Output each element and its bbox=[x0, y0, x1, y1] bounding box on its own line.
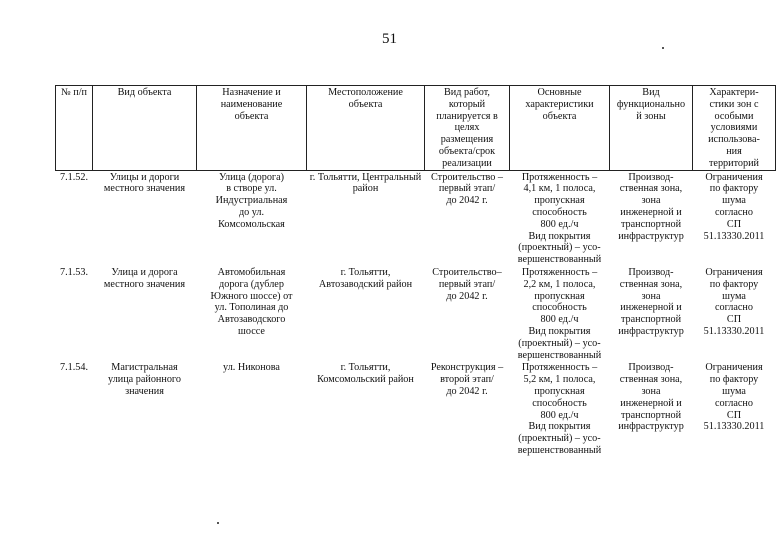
row-work-type: Реконструкция – второй этап/ до 2042 г. bbox=[430, 362, 504, 397]
row-object-type: Магистральная улица районного значения bbox=[108, 362, 181, 397]
row-location: г. Тольятти, Автозаводский район bbox=[318, 266, 413, 290]
header-characteristics: Основные характеристики объекта bbox=[510, 86, 610, 171]
table-row bbox=[56, 170, 776, 266]
row-zone-restrictions: Ограничения по фактору шума согласно СП 51.13330.2011 bbox=[703, 171, 765, 242]
row-object-type: Улицы и дороги местного значения bbox=[103, 171, 186, 195]
scan-speck bbox=[217, 522, 219, 524]
table-row bbox=[56, 361, 776, 456]
row-functional-zone: Производ- ственная зона, зона инженерной и транспортной инфраструктур bbox=[618, 171, 684, 242]
row-location: г. Тольятти, Комсомольский район bbox=[317, 362, 414, 386]
table-row bbox=[56, 266, 776, 361]
row-functional-zone: Производ- ственная зона, зона инженерной и транспортной инфраструктур bbox=[618, 266, 684, 337]
page-number: 51 bbox=[382, 31, 397, 47]
row-location: г. Тольятти, Центральный район bbox=[309, 171, 422, 195]
row-work-type: Строительство– первый этап/ до 2042 г. bbox=[432, 266, 502, 302]
row-work-type: Строительство – первый этап/ до 2042 г. bbox=[430, 171, 504, 207]
row-number: 7.1.53. bbox=[59, 266, 88, 278]
header-zone-restrictions: Характери- стики зон с особыми условиями использова- ния территорий bbox=[693, 86, 776, 171]
header-location: Местоположение объекта bbox=[307, 86, 425, 171]
row-object-type: Улица и дорога местного значения bbox=[103, 266, 186, 290]
row-number: 7.1.52. bbox=[59, 171, 88, 183]
row-number: 7.1.54. bbox=[59, 362, 88, 374]
objects-table bbox=[55, 85, 776, 457]
row-functional-zone: Производ- ственная зона, зона инженерной и транспортной инфраструктур bbox=[618, 362, 684, 433]
row-object-name: Автомобильная дорога (дублер Южного шоссе) от ул. Тополиная до Автозаводского шоссе bbox=[210, 266, 293, 337]
row-zone-restrictions: Ограничения по фактору шума согласно СП 51.13330.2011 bbox=[703, 266, 765, 337]
table-header-row bbox=[56, 86, 776, 171]
header-number: № п/п bbox=[56, 86, 93, 171]
row-object-name: Улица (дорога) в створе ул. Индустриальная до ул. Комсомольская bbox=[215, 171, 288, 230]
row-characteristics: Протяженность – 2,2 км, 1 полоса, пропускная способность 800 ед./ч Вид покрытия (проектный) – усо- вершенствованный bbox=[517, 266, 602, 361]
header-functional-zone: Вид функционально й зоны bbox=[610, 86, 693, 171]
scan-speck bbox=[662, 47, 664, 49]
row-zone-restrictions: Ограничения по фактору шума согласно СП 51.13330.2011 bbox=[703, 362, 765, 433]
header-object-type: Вид объекта bbox=[93, 86, 197, 171]
row-characteristics: Протяженность – 5,2 км, 1 полоса, пропускная способность 800 ед./ч Вид покрытия (проектный) – усо- вершенствованный bbox=[517, 362, 602, 456]
header-object-name: Назначение и наименование объекта bbox=[197, 86, 307, 171]
row-characteristics: Протяженность – 4,1 км, 1 полоса, пропускная способность 800 ед./ч Вид покрытия (проектный) – усо- вершенствованный bbox=[517, 171, 602, 266]
row-object-name: ул. Никонова bbox=[223, 362, 280, 374]
header-work-type: Вид работ, который планируется в целях размещения объекта/срок реализации bbox=[425, 86, 510, 171]
